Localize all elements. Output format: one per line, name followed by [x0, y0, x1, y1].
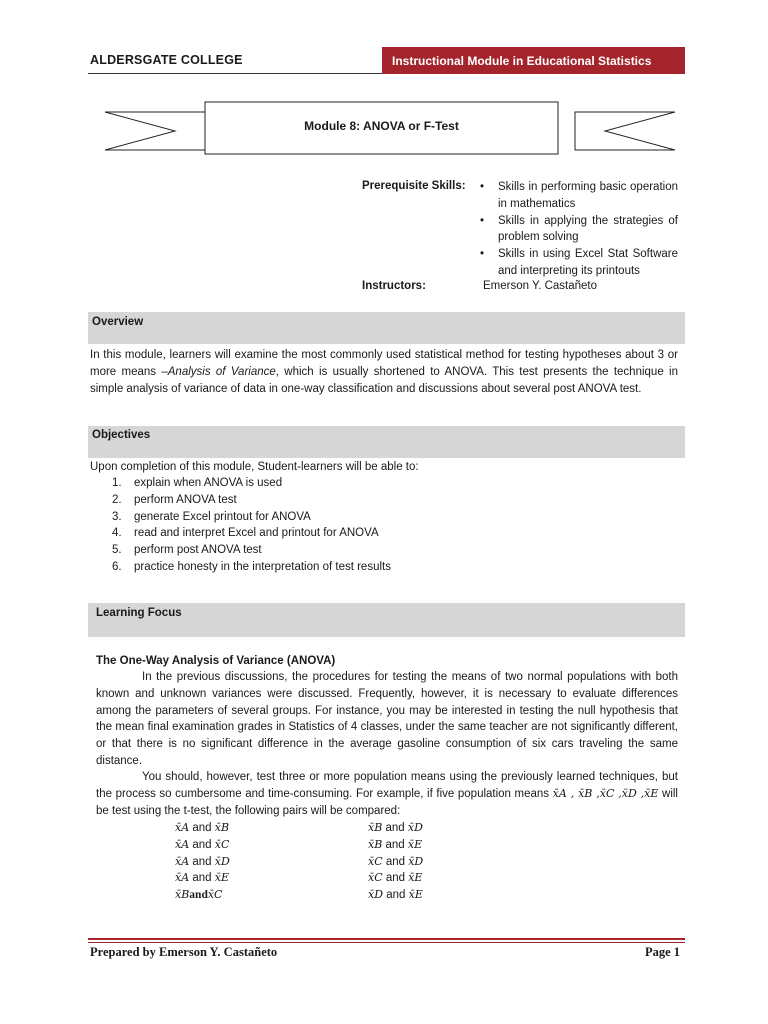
objective-item: 3. generate Excel printout for ANOVA [112, 510, 311, 523]
comparison-pair: x̄A and x̄D [175, 854, 230, 868]
footer-rule-thin [88, 942, 685, 943]
comparison-pair: x̄A and x̄C [175, 837, 230, 851]
comparison-pair: x̄A and x̄B [175, 821, 230, 834]
comparison-pair: x̄B and x̄E [368, 837, 423, 851]
comparison-pair: x̄Bandx̄C [175, 888, 223, 902]
comparison-pairs-left [175, 820, 230, 904]
comparison-pair: x̄C and x̄E [368, 871, 423, 885]
comparison-pair: x̄A and x̄E [175, 871, 229, 885]
overview-title: Overview [92, 316, 144, 328]
objectives-title: Objectives [92, 429, 151, 441]
instructor-name: Emerson Y. Castañeto [483, 280, 598, 292]
comparison-pairs-right [368, 820, 423, 904]
college-name: ALDERSGATE COLLEGE [90, 53, 243, 67]
module-title: Module 8: ANOVA or F-Test [304, 119, 459, 133]
objective-item: 5. perform post ANOVA test [112, 544, 262, 557]
objective-item: 1. explain when ANOVA is used [112, 477, 283, 489]
objective-item: 4. read and interpret Excel and printout for ANOVA [112, 527, 379, 540]
page-number: Page 1 [644, 945, 680, 959]
focus-paragraph-1: In the previous discussions, the procedures for testing the means of two normal populations with both known and unknown variances were discussed. Frequently, however, it is necessary to evaluate differences among the parameters of several groups. For instance, you may be interested in testing the null hypothesis that the mean final examination grades in Statistics of 4 classes, under the same teacher are not significantly different, or that there is no significant difference in the average gasoline consumption of six cars traveling the same distance. [96, 671, 678, 767]
objectives-intro: Upon completion of this module, Student-learners will be able to: [90, 461, 419, 473]
objectives-list [112, 475, 391, 576]
prerequisite-label: Prerequisite Skills: [362, 180, 466, 192]
learning-focus-title: Learning Focus [96, 607, 182, 619]
prerequisite-item: • Skills in applying the strategies of problem solving [480, 213, 678, 247]
overview-text: In this module, learners will examine the most commonly used statistical method for testing hypotheses about 3 or more means –Analysis of Variance, which is usually shortened to ANOVA. This test presents the technique in simple analysis of variance of data in one-way classification and discussions about several post ANOVA test. [90, 349, 678, 395]
prerequisite-list [480, 179, 678, 280]
comparison-pair: x̄B and x̄D [368, 821, 423, 834]
objective-item: 2. perform ANOVA test [112, 493, 237, 506]
objectives-section-bar [88, 426, 685, 458]
comparison-pair: x̄D and x̄E [368, 888, 423, 902]
footer-rule [88, 938, 685, 940]
prerequisite-item: • Skills in performing basic operation in mathematics [480, 179, 678, 213]
instructors-label: Instructors: [362, 280, 426, 292]
comparison-pair: x̄C and x̄D [368, 854, 424, 868]
anova-heading: The One-Way Analysis of Variance (ANOVA) [96, 655, 336, 667]
prepared-by: Prepared by Emerson Y. Castañeto [90, 945, 278, 959]
overview-section-bar [88, 312, 685, 344]
focus-paragraph-2: You should, however, test three or more population means using the previously learned techniques, but the process so cumbersome and time-consuming. For example, if five population means x̄A , x̄B ,x̄C ,x̄D ,x̄E will be test using the t-test, the following pairs will be compared: [96, 771, 678, 817]
module-series-title: Instructional Module in Educational Statistics [392, 54, 652, 68]
prerequisite-item: • Skills in using Excel Stat Software and interpreting its printouts [480, 246, 678, 280]
objective-item: 6. practice honesty in the interpretation of test results [112, 560, 391, 573]
